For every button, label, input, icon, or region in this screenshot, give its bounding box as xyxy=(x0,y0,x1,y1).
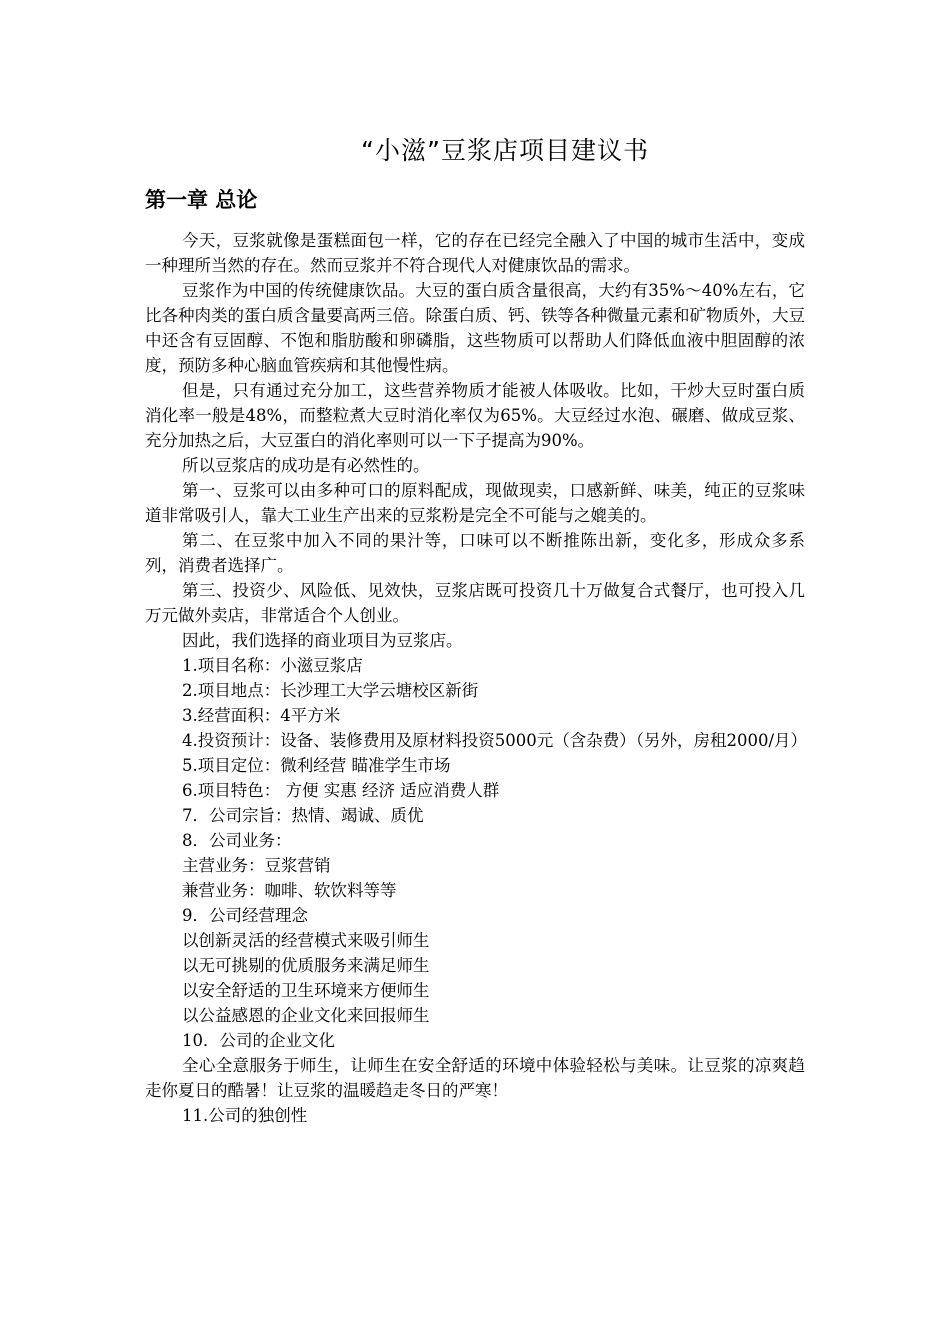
list-item: 5.项目定位：微利经营 瞄准学生市场 xyxy=(182,756,451,775)
list-item: 3.经营面积：4平方米 xyxy=(182,706,341,725)
list-item: 以无可挑剔的优质服务来满足师生 xyxy=(182,956,430,975)
list-item: 7．公司宗旨：热情、竭诚、质优 xyxy=(182,806,424,825)
paragraph: 所以豆浆店的成功是有必然性的。 xyxy=(182,456,430,475)
paragraph: 第一、豆浆可以由多种可口的原料配成，现做现卖，口感新鲜、味美，纯正的豆浆味道非常吸引人，靠大工业生产出来的豆浆粉是完全不可能与之媲美的。 xyxy=(145,481,805,525)
list-item: 兼营业务：咖啡、软饮料等等 xyxy=(182,881,397,900)
list-item: 4.投资预计：设备、装修费用及原材料投资5000元（含杂费）（另外，房租2000/月） xyxy=(182,731,808,750)
list-item: 2.项目地点：长沙理工大学云塘校区新街 xyxy=(182,681,479,700)
list-item: 10．公司的企业文化 xyxy=(182,1031,335,1050)
document-title: “小滋”豆浆店项目建议书 xyxy=(361,136,649,165)
paragraph: 因此，我们选择的商业项目为豆浆店。 xyxy=(182,631,463,650)
list-item: 以安全舒适的卫生环境来方便师生 xyxy=(182,981,430,1000)
list-item: 6.项目特色： 方便 实惠 经济 适应消费人群 xyxy=(182,781,500,800)
list-item: 11.公司的独创性 xyxy=(182,1106,308,1125)
list-item: 主营业务：豆浆营销 xyxy=(182,856,331,875)
list-item: 全心全意服务于师生，让师生在安全舒适的环境中体验轻松与美味。让豆浆的凉爽趋走你夏日的酷暑！让豆浆的温暖趋走冬日的严寒！ xyxy=(145,1056,805,1100)
paragraph: 但是，只有通过充分加工，这些营养物质才能被人体吸收。比如，干炒大豆时蛋白质消化率一般是48%，而整粒煮大豆时消化率仅为65%。大豆经过水泡、碾磨、做成豆浆、充分加热之后，大豆蛋白的消化率则可以一下子提高为90%。 xyxy=(145,381,805,450)
paragraph: 今天，豆浆就像是蛋糕面包一样，它的存在已经完全融入了中国的城市生活中，变成一种理所当然的存在。然而豆浆并不符合现代人对健康饮品的需求。 xyxy=(145,231,805,275)
list-item: 以创新灵活的经营模式来吸引师生 xyxy=(182,931,430,950)
chapter-heading: 第一章 总论 xyxy=(145,188,258,212)
list-item: 1.项目名称：小滋豆浆店 xyxy=(182,656,363,675)
paragraph: 第二、在豆浆中加入不同的果汁等，口味可以不断推陈出新，变化多，形成众多系列，消费者选择广。 xyxy=(145,531,805,575)
list-item: 以公益感恩的企业文化来回报师生 xyxy=(182,1006,430,1025)
list-item: 9．公司经营理念 xyxy=(182,906,308,925)
paragraph: 第三、投资少、风险低、见效快，豆浆店既可投资几十万做复合式餐厅，也可投入几万元做外卖店，非常适合个人创业。 xyxy=(145,581,805,625)
list-item: 8．公司业务： xyxy=(182,831,292,850)
document-body xyxy=(145,228,808,1128)
paragraph: 豆浆作为中国的传统健康饮品。大豆的蛋白质含量很高，大约有35%～40%左右，它比各种肉类的蛋白质含量要高两三倍。除蛋白质、钙、铁等各种微量元素和矿物质外，大豆中还含有豆固醇、不饱和脂肪酸和卵磷脂，这些物质可以帮助人们降低血液中胆固醇的浓度，预防多种心脑血管疾病和其他慢性病。 xyxy=(145,281,805,375)
